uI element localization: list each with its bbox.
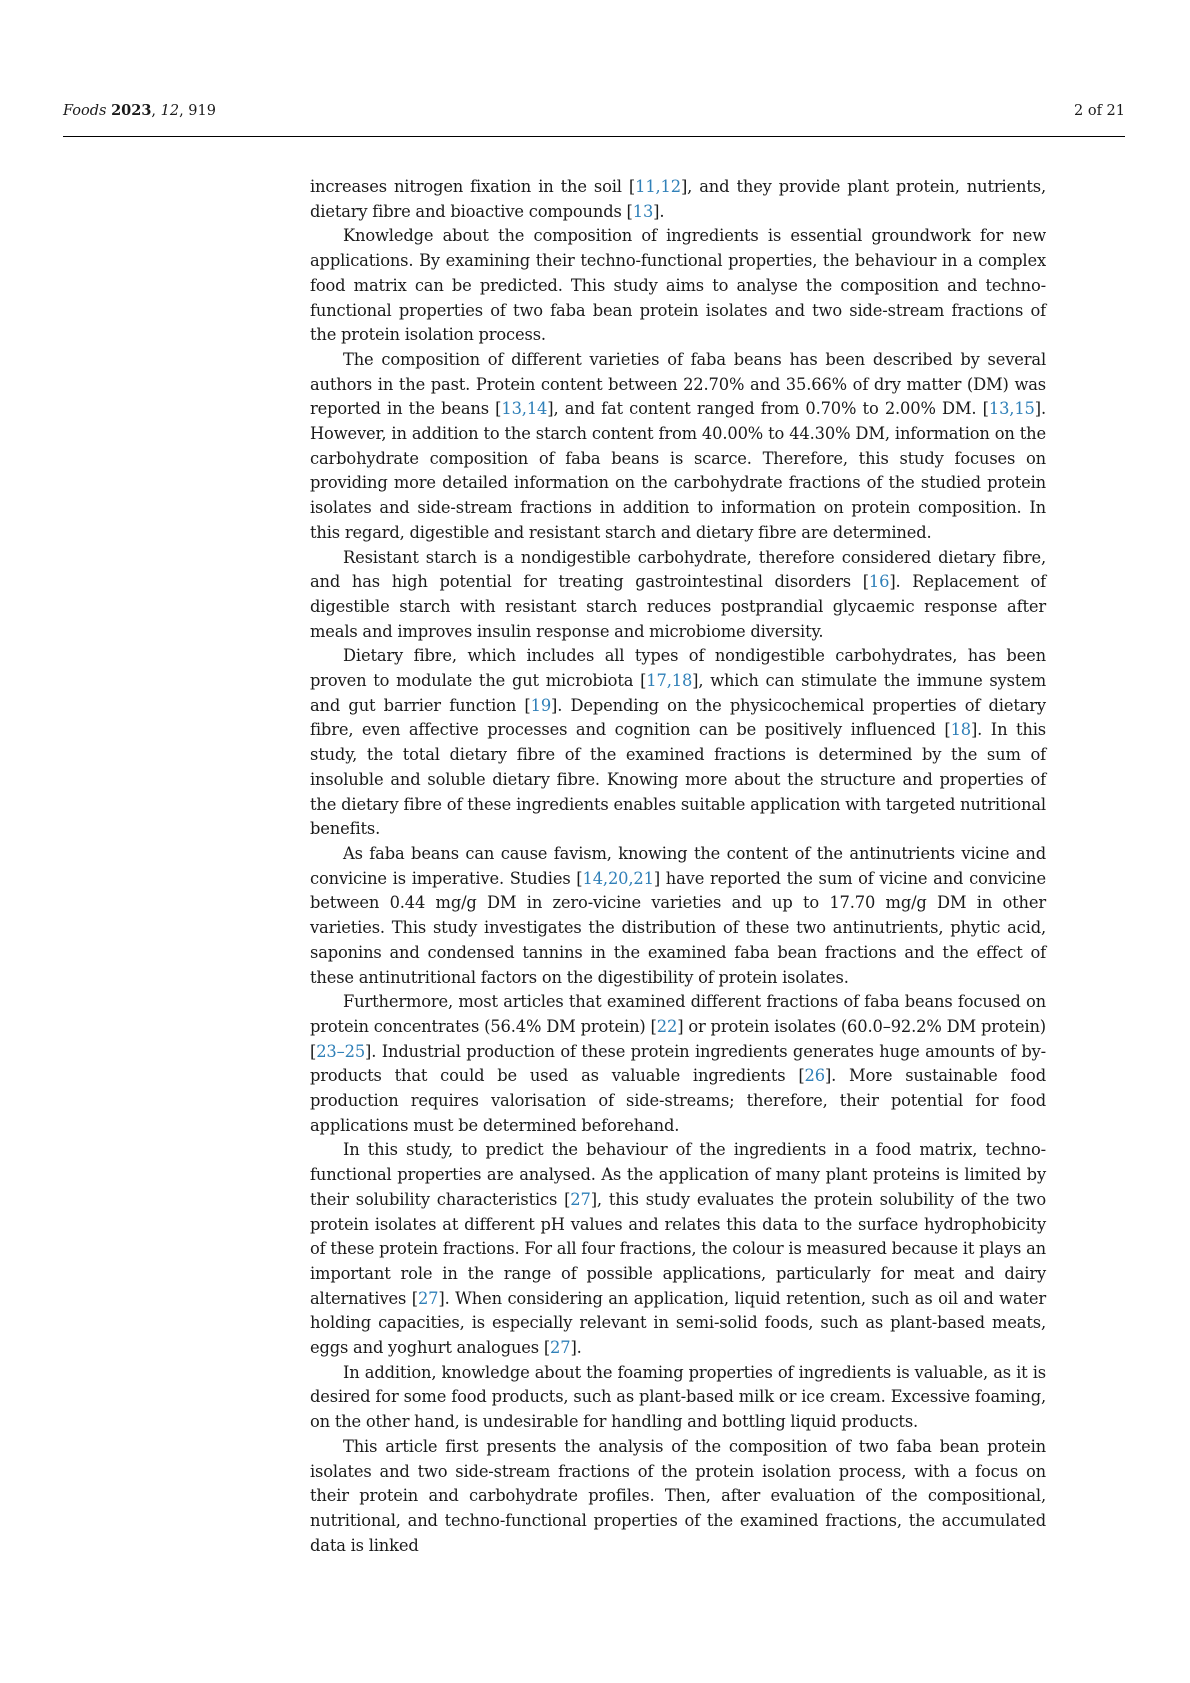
paragraph: In addition, knowledge about the foaming properties of ingredients is valuable, as it is desired for some food products, such as plant-based milk or ice cream. Excessive foaming, on the other hand, is undesirable for handling and bottling liquid products. bbox=[310, 1362, 1046, 1432]
page-header bbox=[63, 102, 1125, 120]
paragraph: Dietary fibre, which includes all types of nondigestible carbohydrates, has been proven to modulate the gut microbiota [17,18], which can stimulate the immune system and gut barrier function [19]. Depending on the physicochemical properties of dietary fibre, even affective processes and cognition can be positively influenced [18]. In this study, the total dietary fibre of the examined fractions is determined by the sum of insoluble and soluble dietary fibre. Knowing more about the structure and properties of the dietary fibre of these ingredients enables suitable application with targeted nutritional benefits. bbox=[310, 646, 1046, 839]
paragraph: Resistant starch is a nondigestible carbohydrate, therefore considered dietary fibre, and has high potential for treating gastrointestinal disorders [16]. Replacement of digestible starch with resistant starch reduces postprandial glycaemic response after meals and improves insulin response and microbiome diversity. bbox=[310, 547, 1047, 641]
article-body bbox=[310, 175, 1046, 1558]
citation-link[interactable]: 13,15 bbox=[988, 399, 1035, 419]
journal-citation-segment: Foods bbox=[63, 103, 112, 119]
citation-link[interactable]: 27 bbox=[417, 1288, 439, 1308]
citation-link[interactable]: 22 bbox=[656, 1016, 678, 1036]
citation-link[interactable]: 13,14 bbox=[501, 399, 548, 419]
citation-link[interactable]: 13 bbox=[632, 201, 654, 221]
citation-link[interactable]: 17,18 bbox=[646, 671, 693, 691]
citation-link[interactable]: 11,12 bbox=[635, 177, 681, 196]
paragraph: Knowledge about the composition of ingredients is essential groundwork for new applications. By examining their techno-functional properties, the behaviour in a complex food matrix can be predicted. This study aims to analyse the composition and techno-functional properties of two faba bean protein isolates and two side-stream fractions of the protein isolation process. bbox=[310, 226, 1046, 345]
journal-citation-segment: , bbox=[151, 103, 161, 119]
journal-citation-segment: 12 bbox=[160, 103, 180, 119]
paragraph: As faba beans can cause favism, knowing the content of the antinutrients vicine and convicine is imperative. Studies [14,20,21] have reported the sum of vicine and convicine between 0.44 mg/g DM in zero-vicine varieties and up to 17.70 mg/g DM in other varieties. This study investigates the distribution of these two antinutrients, phytic acid, saponins and condensed tannins in the examined faba bean fractions and the effect of these antinutritional factors on the digestibility of protein isolates. bbox=[310, 843, 1046, 987]
header-rule bbox=[63, 136, 1125, 137]
paragraph: Furthermore, most articles that examined different fractions of faba beans focused on protein concentrates (56.4% DM protein) [22] or protein isolates (60.0–92.2% DM protein) [23–25]. Industrial production of these protein ingredients generates huge amounts of by-products that could be used as valuable ingredients [26]. More sustainable food production requires valorisation of side-streams; therefore, their potential for food applications must be determined beforehand. bbox=[310, 992, 1047, 1135]
paragraph: This article first presents the analysis of the composition of two faba bean protein isolates and two side-stream fractions of the protein isolation process, with a focus on their protein and carbohydrate profiles. Then, after evaluation of the compositional, nutritional, and techno-functional properties of the examined fractions, the accumulated data is linked bbox=[310, 1436, 1046, 1555]
paragraph: In this study, to predict the behaviour of the ingredients in a food matrix, techno-functional properties are analysed. As the application of many plant proteins is limited by their solubility characteristics [27], this study evaluates the protein solubility of the two protein isolates at different pH values and relates this data to the surface hydrophobicity of these protein fractions. For all four fractions, the colour is measured because it plays an important role in the range of possible applications, particularly for meat and dairy alternatives [27]. When considering an application, liquid retention, such as oil and water holding capacities, is especially relevant in semi-solid foods, such as plant-based meats, eggs and yoghurt analogues [27]. bbox=[310, 1140, 1046, 1358]
paragraph: increases nitrogen fixation in the soil [11,12], and they provide plant protein, nutrients, dietary fibre and bioactive compounds [13]. bbox=[310, 177, 1046, 221]
citation-link[interactable]: 23–25 bbox=[316, 1041, 366, 1061]
citation-link[interactable]: 16 bbox=[868, 572, 890, 592]
citation-link[interactable]: 18 bbox=[950, 720, 971, 740]
citation-link[interactable]: 19 bbox=[530, 695, 552, 715]
journal-citation bbox=[63, 102, 216, 120]
citation-link[interactable]: 26 bbox=[804, 1066, 825, 1086]
citation-link[interactable]: 14,20,21 bbox=[582, 868, 654, 888]
paragraph: The composition of different varieties of faba beans has been described by several authors in the past. Protein content between 22.70% and 35.66% of dry matter (DM) was reported in the beans [13,14], and fat content ranged from 0.70% to 2.00% DM. [13,15]. However, in addition to the starch content from 40.00% to 44.30% DM, information on the carbohydrate composition of faba beans is scarce. Therefore, this study focuses on providing more detailed information on the carbohydrate fractions of the studied protein isolates and side-stream fractions in addition to information on protein composition. In this regard, digestible and resistant starch and dietary fibre are determined. bbox=[310, 349, 1046, 542]
journal-citation-segment: 2023 bbox=[111, 102, 152, 119]
citation-link[interactable]: 27 bbox=[550, 1338, 571, 1358]
journal-citation-segment: , 919 bbox=[179, 103, 216, 119]
page-number: 2 of 21 bbox=[1074, 103, 1125, 119]
citation-link[interactable]: 27 bbox=[570, 1189, 591, 1209]
